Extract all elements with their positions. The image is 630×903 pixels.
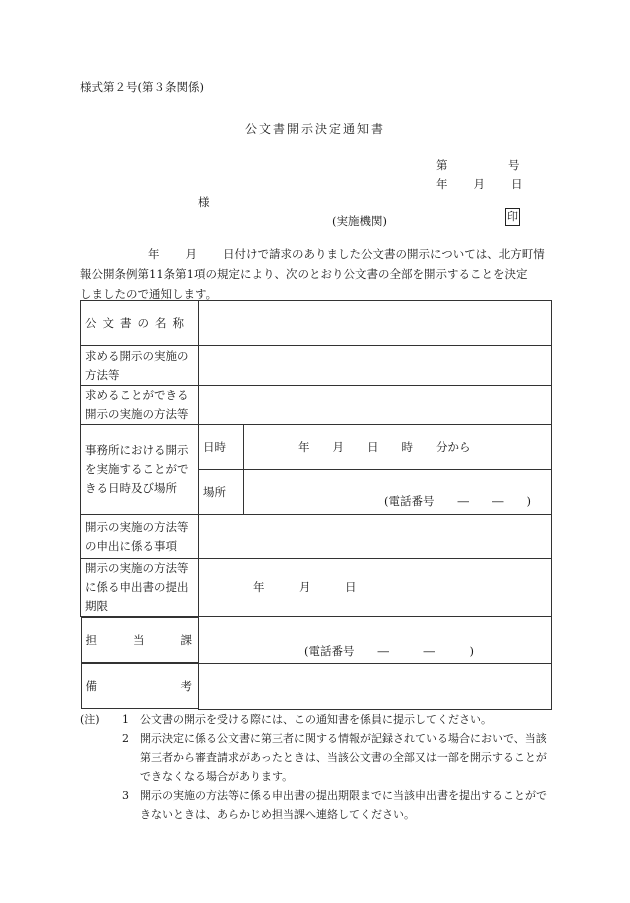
date-year: 年: [436, 177, 448, 191]
note-text: 開示の実施の方法等に係る申出書の提出期限までに当該申出書を提出することができないときは、あらかじめ担当課へ連絡してください。: [140, 789, 547, 821]
intro-paragraph: [80, 244, 550, 304]
intro-line-2: 報公開条例第11条第1項の規定により、次のとおり公文書の全部を開示することを決定: [80, 267, 528, 281]
document-title: 公文書開示決定通知書: [244, 122, 385, 136]
intro-month: 月: [185, 247, 197, 261]
date-month: 月: [473, 177, 485, 191]
department-field[interactable]: [199, 617, 552, 664]
date-day: 日: [511, 177, 523, 191]
notes-section: [80, 710, 550, 824]
office-disclosure-label: 事務所における開示を実施することができる日時及び場所: [81, 425, 199, 515]
intro-year: 年: [148, 247, 160, 261]
remarks-char-2: 考: [180, 678, 192, 693]
place-phone: (電話番号 ― ― ): [384, 494, 531, 508]
remarks-field[interactable]: [199, 663, 552, 709]
row-document-name: [81, 301, 552, 346]
document-name-label: 公文書の名称: [85, 315, 190, 330]
agency-label: (実施機関): [332, 214, 387, 228]
row-method-request: [81, 515, 552, 559]
note-text: 公文書の開示を受ける際には、この通知書を係員に提示してください。: [140, 713, 492, 726]
row-remarks: [81, 663, 552, 709]
requested-method-field[interactable]: [199, 346, 552, 386]
deadline-label: 開示の実施の方法等に係る申出書の提出期限: [81, 559, 199, 617]
document-name-field[interactable]: [199, 301, 552, 346]
datetime-field[interactable]: [244, 425, 552, 470]
department-label: [81, 617, 199, 663]
form-number: 様式第２号(第３条関係): [80, 80, 204, 94]
row-available-method: [81, 386, 552, 425]
requested-method-label: 求める開示の実施の方法等: [81, 346, 199, 386]
deadline-field[interactable]: [199, 559, 552, 617]
intro-line-1-rest: 日付けで請求のありました公文書の開示については、北方町情: [223, 247, 545, 261]
method-request-label: 開示の実施の方法等の申出に係る事項: [81, 515, 199, 559]
seal-mark: 印: [505, 208, 520, 226]
deadline-value: 年 月 日: [253, 580, 357, 594]
place-label: 場所: [199, 470, 244, 515]
method-request-field[interactable]: [199, 515, 552, 559]
number-label: 第: [436, 158, 448, 172]
notes-heading: (注): [80, 713, 100, 726]
addressee-suffix: 様: [198, 195, 210, 209]
note-text: 開示決定に係る公文書に第三者に関する情報が記録されている場合においで、当該第三者から審査請求があったときは、当該公文書の全部又は一部を開示することができなくなる場合があります。: [140, 732, 547, 783]
datetime-label: 日時: [199, 425, 244, 470]
row-department: [81, 617, 552, 664]
row1-label-cell: [81, 301, 199, 346]
department-char-1: 担: [85, 632, 97, 647]
note-number: 2: [122, 732, 129, 745]
row-datetime: [81, 425, 552, 470]
available-method-field[interactable]: [199, 386, 552, 425]
remarks-label: [81, 663, 199, 709]
note-number: 1: [122, 713, 129, 726]
place-field[interactable]: [244, 470, 552, 515]
datetime-value: 年 月 日 時 分から: [298, 439, 471, 454]
note-item: [80, 729, 550, 786]
department-char-2: 当: [133, 632, 145, 647]
row-requested-method: [81, 346, 552, 386]
available-method-label: 求めることができる開示の実施の方法等: [81, 386, 199, 425]
department-char-3: 課: [180, 632, 192, 647]
department-phone: (電話番号 ― ― ): [304, 643, 474, 658]
number-suffix: 号: [508, 158, 520, 172]
note-number: 3: [122, 789, 129, 802]
note-item: [80, 710, 550, 729]
note-item: [80, 786, 550, 824]
row-deadline: [81, 559, 552, 617]
intro-line-1: [80, 244, 550, 264]
intro-line-3: しましたので通知します。: [80, 287, 218, 301]
notice-table: [80, 300, 552, 710]
remarks-char-1: 備: [85, 678, 97, 693]
issue-date: [436, 176, 523, 192]
